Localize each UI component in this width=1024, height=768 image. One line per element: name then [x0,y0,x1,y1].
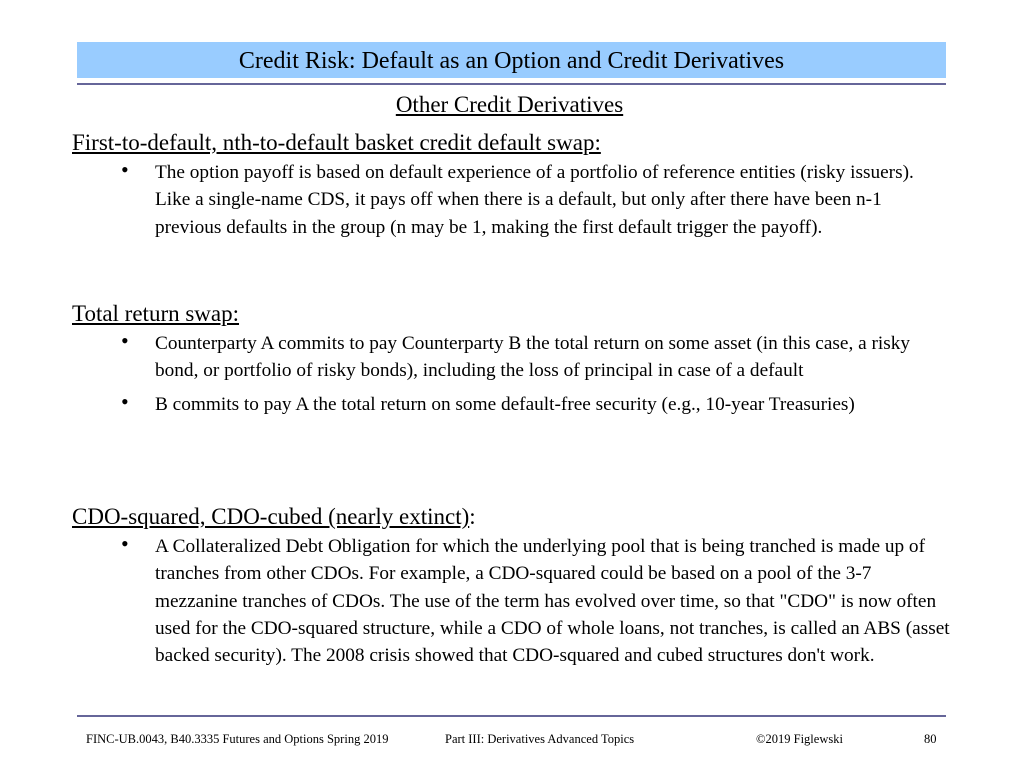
bullet-list [72,533,952,669]
list-item: • A Collateralized Debt Obligation for which the underlying pool that is being tranched is made up of tranches from other CDOs. For example, a CDO-squared could be based on a pool of the 3-7 mezzanine tranches of CDOs. The use of the term has evolved over time, so that "CDO" is now often used for the CDO-squared structure, while a CDO of whole loans, not tranches, is called an ABS (asset backed security). The 2008 crisis showed that CDO-squared and cubed structures don't work. [121,531,950,667]
header-divider [77,83,946,85]
bullet-list [72,159,952,241]
page-number: 80 [924,732,937,746]
list-item: • Counterparty A commits to pay Counterparty B the total return on some asset (in this case, a risky bond, or portfolio of risky bonds), including the loss of principal in case of a default [121,328,911,382]
bullet-icon: • [121,531,129,556]
bullet-icon: • [121,388,129,414]
section-heading: First-to-default, nth-to-default basket credit default swap: [72,130,601,155]
list-item: • B commits to pay A the total return on some default-free security (e.g., 10-year Treasuries) [121,388,855,415]
section-total-return-swap [72,300,952,418]
section-basket-cds [72,129,952,241]
section-heading: CDO-squared, CDO-cubed (nearly extinct): [72,504,476,529]
section-cdo-squared [72,503,952,669]
bullet-icon: • [121,157,129,182]
section-heading: Total return swap: [72,301,240,326]
list-item: • The option payoff is based on default experience of a portfolio of reference entities (risky issuers). Like a single-name CDS, it pays off when there is a default, but only after there have been n-1 previous defaults in the group (n may be 1, making the first default trigger the payoff). [121,157,914,238]
slide-subtitle: Other Credit Derivatives [395,92,624,117]
footer-divider [77,715,946,717]
slide-title: Credit Risk: Default as an Option and Credit Derivatives [77,42,946,78]
footer-copyright: ©2019 Figlewski [756,732,843,746]
bullet-list [72,330,952,418]
bullet-icon: • [121,328,129,353]
footer-part: Part III: Derivatives Advanced Topics [445,732,635,746]
footer-course: FINC-UB.0043, B40.3335 Futures and Options Spring 2019 [86,732,389,746]
